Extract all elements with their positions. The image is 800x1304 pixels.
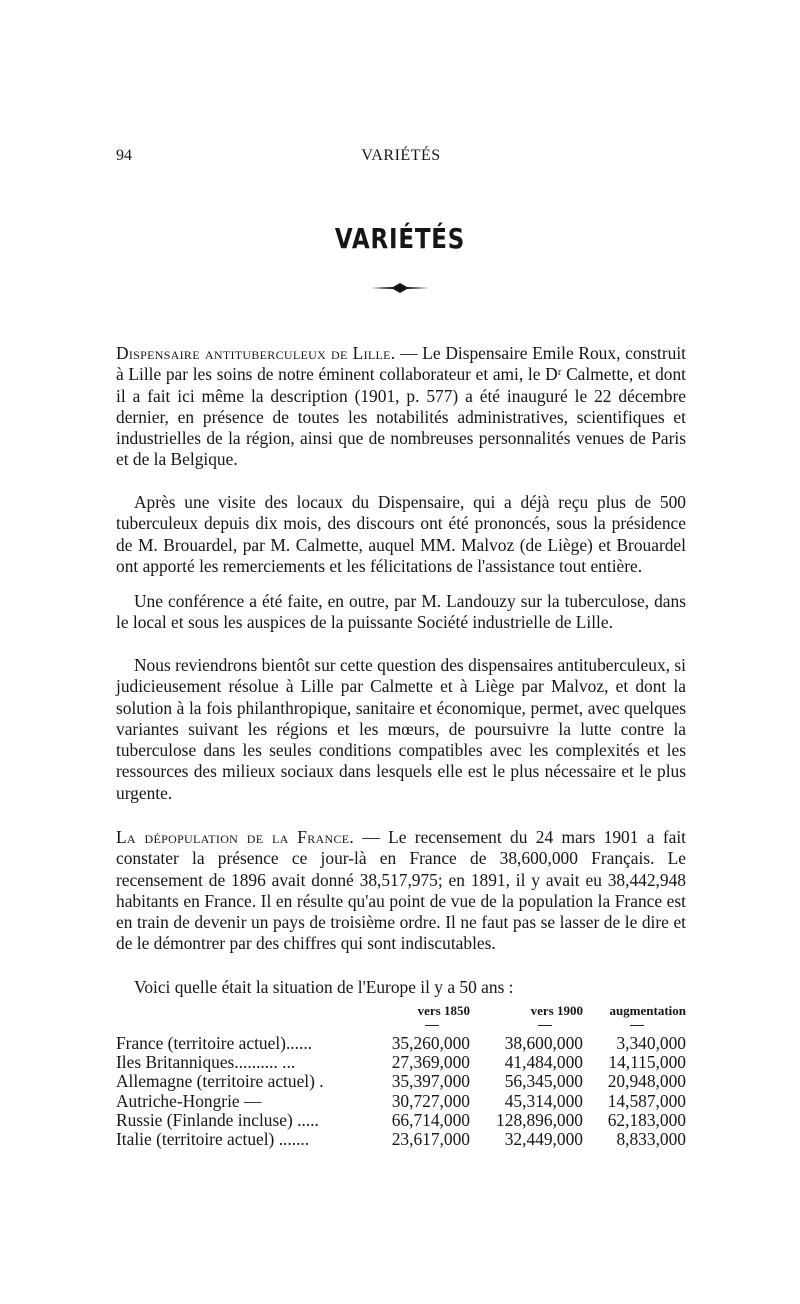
running-title: VARIÉTÉS [361,147,441,164]
value-1850-cell: 23,617,000 [391,1128,470,1149]
value-1850-cell: 27,369,000 [391,1052,470,1073]
table-row [116,1111,686,1130]
country-cell: Italie (territoire actuel) ....... [116,1128,310,1149]
article2-p2-text: Voici quelle était la situation de l'Europe il y a 50 ans : [134,977,514,997]
table-row [116,1034,686,1053]
article1-paragraph3 [116,591,686,634]
country-cell: Russie (Finlande incluse) ..... [116,1109,319,1130]
article1-paragraph2 [116,492,686,577]
section-title: VARIÉTÉS [334,222,466,255]
increase-cell: 14,587,000 [607,1090,686,1111]
table-header [116,1003,686,1023]
value-1900-cell: 45,314,000 [504,1090,583,1111]
increase-cell: 3,340,000 [616,1033,686,1053]
population-table [116,1034,686,1149]
increase-cell: 14,115,000 [608,1052,686,1073]
country-cell: France (territoire actuel)...... [116,1033,313,1053]
value-1900-cell: 56,345,000 [504,1071,583,1092]
value-1900-cell: 38,600,000 [504,1033,583,1053]
increase-cell: 20,948,000 [607,1071,686,1092]
value-1900-cell: 128,896,000 [496,1109,583,1130]
table-row [116,1072,686,1091]
country-cell: Autriche-Hongrie — [116,1090,262,1111]
table-row [116,1092,686,1111]
article2-heading: La dépopulation de la France. [116,827,355,847]
value-1900-cell: 41,484,000 [504,1052,583,1073]
value-1850-cell: 66,714,000 [391,1109,470,1130]
article1-paragraph4 [116,655,686,804]
column-dash [425,1025,439,1026]
table-row [116,1053,686,1072]
article2-p1-text: — Le recensement du 24 mars 1901 a fait constater la présence ce jour-là en France de 38,600,000 Français. Le recensement de 1896 avait donné 38,517,975; en 1891, il y avait eu 38,442,948 habitants en France. Il en résulte qu'au point de vue de la population la France est en train de devenir un pays de troisième ordre. Il ne faut pas se lasser de le dire et de le démontrer par des chiffres qui sont indiscutables. [116,827,687,954]
value-1850-cell: 35,260,000 [391,1033,470,1053]
ornament-divider-icon [371,282,429,294]
country-cell: Iles Britanniques.......... ... [116,1052,296,1073]
article1-p3-text: Une conférence a été faite, en outre, par M. Landouzy sur la tuberculose, dans le local et sous les auspices de la puissante Société industrielle de Lille. [116,591,686,633]
running-header [116,147,686,167]
article2-paragraph1 [116,827,686,955]
column-dash [538,1025,552,1026]
article2-paragraph2 [116,977,686,998]
article1-p1-text: — Le Dispensaire Emile Roux, construit à Lille par les soins de notre éminent collaborateur et ami, le Dʳ Calmette, et dont il a fait ici même la description (1901, p. 577) a été inauguré le 22 décembre dernier, en présence de toutes les notabilités administratives, scientifiques et industrielles de la région, ainsi que de nombreuses personnalités venues de Paris et de la Belgique. [116,343,686,470]
value-1850-cell: 30,727,000 [391,1090,470,1111]
value-1900-cell: 32,449,000 [504,1128,583,1149]
increase-cell: 8,833,000 [616,1128,686,1149]
column-header-increase: augmentation [609,1003,686,1018]
article1-heading: Dispensaire antituberculeux de Lille. [116,343,396,363]
column-dash [630,1025,644,1026]
article1-paragraph1 [116,343,686,471]
country-cell: Allemagne (territoire actuel) . [116,1071,324,1092]
increase-cell: 62,183,000 [607,1109,686,1130]
value-1850-cell: 35,397,000 [391,1071,470,1092]
article1-p2-text: Après une visite des locaux du Dispensaire, qui a déjà reçu plus de 500 tuberculeux depuis dix mois, des discours ont été prononcés, sous la présidence de M. Brouardel, par M. Calmette, auquel MM. Malvoz (de Liège) et Brouardel ont apporté les remerciements et les félicitations de l'assistance tout entière. [116,492,686,576]
table-row [116,1130,686,1149]
column-header-1900: vers 1900 [530,1003,583,1018]
article1-p4-text: Nous reviendrons bientôt sur cette question des dispensaires antituberculeux, si judicieusement résolue à Lille par Calmette et à Liège par Malvoz, et dont la solution à la fois philanthropique, sanitaire et économique, permet, avec quelques variantes suivant les régions et les mœurs, de poursuivre la lutte contre la tuberculose dans les seules conditions compatibles avec les complexités et les ressources des milieux sociaux dans lesquels elle est le plus nécessaire et le plus urgente. [116,655,686,803]
column-header-1850: vers 1850 [417,1003,470,1018]
page-number: 94 [116,147,132,164]
